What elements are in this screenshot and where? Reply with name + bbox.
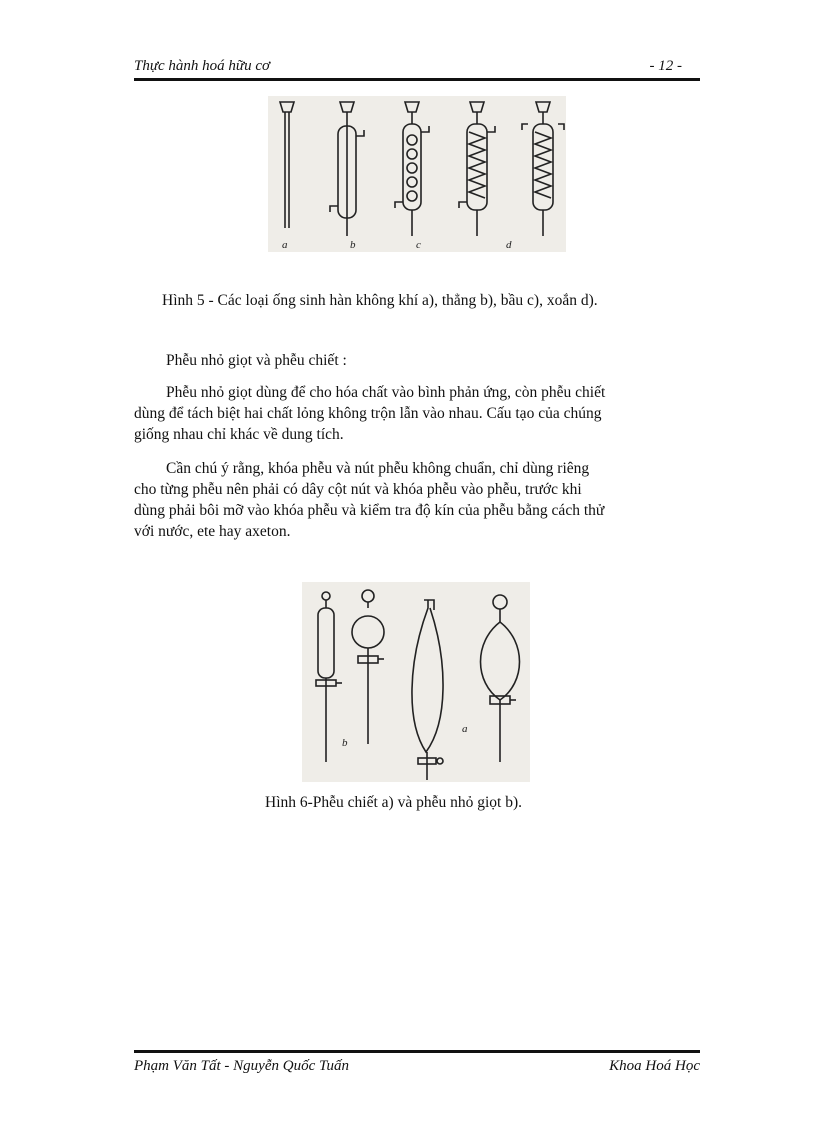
footer-department: Khoa Hoá Học <box>609 1058 700 1074</box>
figure-6-funnels <box>302 582 530 782</box>
paragraph-2-line: với nước, ete hay axeton. <box>134 523 291 540</box>
condenser-c-drawing <box>395 102 429 236</box>
figure-5-caption: Hình 5 - Các loại ống sinh hàn không khí a), thẳng b), bầu c), xoắn d). <box>162 292 598 309</box>
figure-6-caption: Hình 6-Phễu chiết a) và phễu nhỏ giọt b). <box>265 794 522 811</box>
dropping-funnel-cylinder-drawing <box>316 592 342 762</box>
footer-authors: Phạm Văn Tất - Nguyễn Quốc Tuấn <box>134 1058 349 1074</box>
condenser-a-drawing <box>280 102 294 228</box>
figure-5-condensers <box>268 96 566 252</box>
fig5-label-a: a <box>282 239 288 251</box>
paragraph-2-line: Cần chú ý rằng, khóa phễu và nút phễu không chuẩn, chỉ dùng riêng <box>166 460 590 477</box>
paragraph-1-line: dùng để tách biệt hai chất lỏng không trộn lẫn vào nhau. Cấu tạo của chúng <box>134 405 602 422</box>
fig5-label-b: b <box>350 239 356 251</box>
funnel-illustration <box>302 582 530 782</box>
condenser-d2-drawing <box>522 102 564 236</box>
condenser-d-drawing <box>459 102 495 236</box>
paragraph-2-line: cho từng phễu nên phải có dây cột nút và khóa phễu vào phễu, trước khi <box>134 481 582 498</box>
fig6-label-a: a <box>462 723 468 735</box>
condenser-b-drawing <box>330 102 364 236</box>
header-title: Thực hành hoá hữu cơ <box>134 58 271 74</box>
header-rule <box>134 78 700 81</box>
page-header <box>134 52 700 78</box>
paragraph-2 <box>134 458 700 542</box>
fig5-label-c: c <box>416 239 421 251</box>
paragraph-1 <box>134 382 700 445</box>
separatory-funnel-pear-drawing <box>412 600 443 780</box>
paragraph-2-line: dùng phải bôi mỡ vào khóa phễu và kiểm tra độ kín của phễu bằng cách thử <box>134 502 605 519</box>
fig5-label-d: d <box>506 239 512 251</box>
condenser-illustration <box>268 96 566 252</box>
dropping-funnel-bulb-drawing <box>352 590 384 744</box>
footer-rule <box>134 1050 700 1053</box>
paragraph-1-line: Phễu nhỏ giọt dùng để cho hóa chất vào bình phản ứng, còn phễu chiết <box>166 384 606 401</box>
separatory-funnel-globe-drawing <box>481 595 520 762</box>
fig6-label-b: b <box>342 737 348 749</box>
paragraph-1-line: giống nhau chỉ khác về dung tích. <box>134 426 344 443</box>
page-number: - 12 - <box>649 58 682 74</box>
section-heading: Phễu nhỏ giọt và phễu chiết : <box>166 352 347 369</box>
